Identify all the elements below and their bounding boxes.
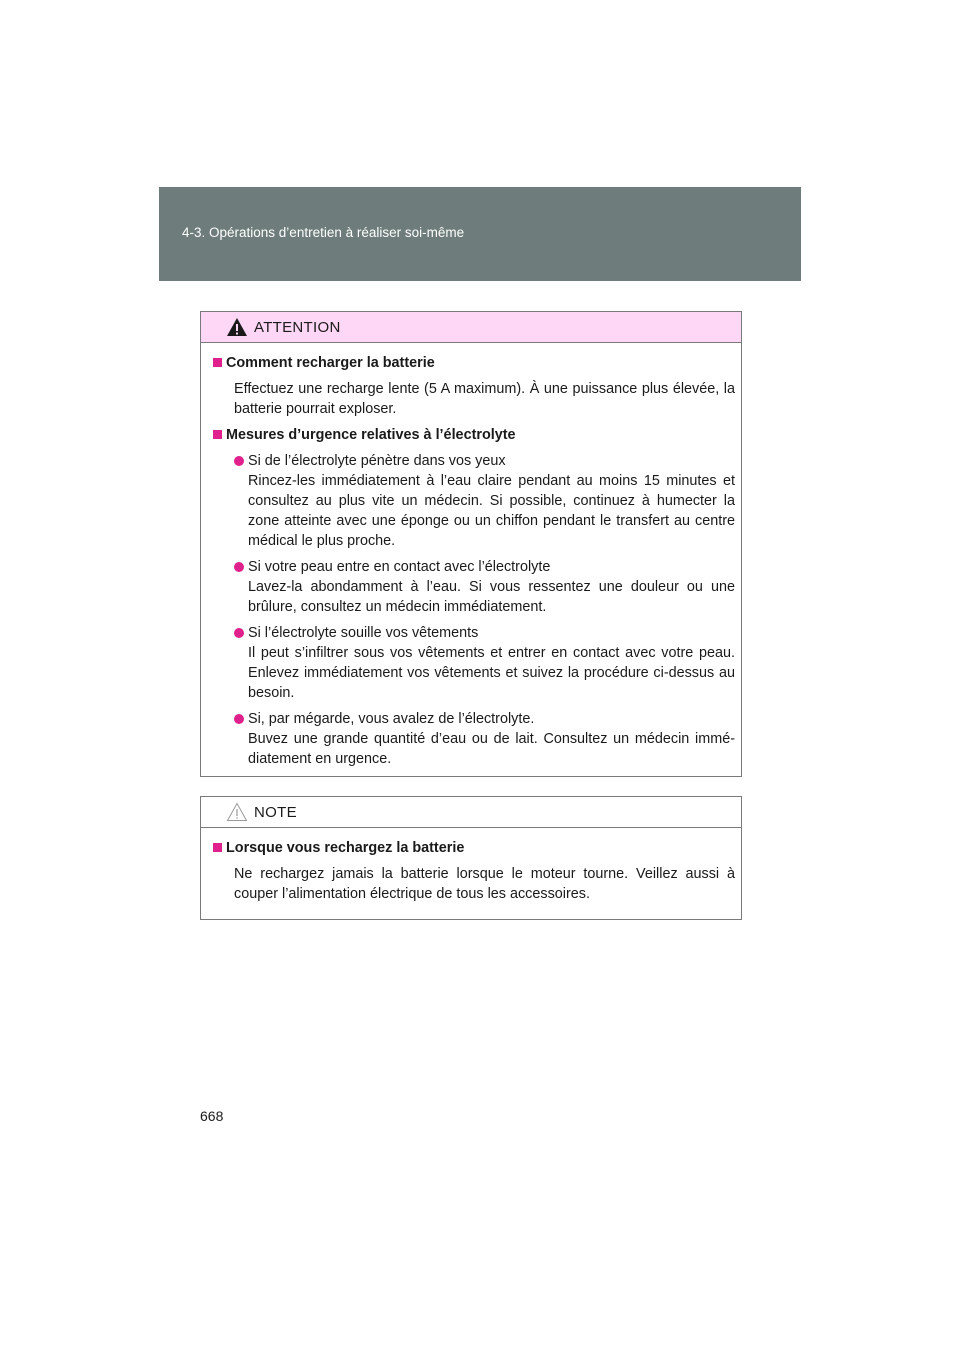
list-item-title: Si votre peau entre en contact avec l’électrolyte bbox=[248, 559, 551, 575]
warning-triangle-outline-icon bbox=[226, 802, 248, 822]
warning-triangle-icon bbox=[226, 317, 248, 337]
list-item-title: Si, par mégarde, vous avalez de l’électrolyte. bbox=[248, 711, 535, 727]
list-item-text: Lavez-la abondamment à l’eau. Si vous ressentez une douleur ou une brûlure, consultez un médecin immédiatement. bbox=[248, 579, 735, 615]
list-item bbox=[213, 451, 735, 551]
round-bullet-icon bbox=[234, 628, 244, 638]
note-header bbox=[201, 797, 741, 828]
note-box bbox=[200, 796, 742, 920]
note-section-text: Ne rechargez jamais la batterie lorsque le moteur tourne. Veillez aussi à couper l’alimentation électrique de tous les accessoires. bbox=[234, 866, 735, 902]
round-bullet-icon bbox=[234, 456, 244, 466]
caution-body bbox=[201, 343, 741, 769]
list-item-title: Si l’électrolyte souille vos vêtements bbox=[248, 625, 479, 641]
list-item-text: Buvez une grande quantité d’eau ou de lait. Consultez un médecin immé-diatement en urgence. bbox=[248, 731, 735, 767]
round-bullet-icon bbox=[234, 714, 244, 724]
header-band bbox=[159, 187, 801, 281]
page-number: 668 bbox=[200, 1108, 224, 1124]
list-item-text: Rincez-les immédiatement à l’eau claire pendant au moins 15 minutes et consultez au plus vite un médecin. Si possible, continuez à humecter la zone atteinte avec une éponge ou un chiffon pendant le transfert au centre médical le plus proche. bbox=[248, 473, 735, 549]
note-title: NOTE bbox=[254, 803, 297, 821]
caution-section-heading: Mesures d’urgence relatives à l’électrolyte bbox=[213, 425, 735, 445]
list-item bbox=[213, 623, 735, 703]
caution-box bbox=[200, 311, 742, 777]
round-bullet-icon bbox=[234, 562, 244, 572]
caution-title: ATTENTION bbox=[254, 318, 341, 336]
square-bullet-icon bbox=[213, 358, 222, 367]
list-item-title: Si de l’électrolyte pénètre dans vos yeux bbox=[248, 453, 506, 469]
list-item-text: Il peut s’infiltrer sous vos vêtements et entrer en contact avec votre peau. Enlevez immédiatement vos vêtements et suivez la procédure ci-dessus au besoin. bbox=[248, 645, 735, 701]
caution-header bbox=[201, 312, 741, 343]
list-item bbox=[213, 709, 735, 769]
note-section-heading: Lorsque vous rechargez la batterie bbox=[213, 838, 735, 858]
list-item bbox=[213, 557, 735, 617]
square-bullet-icon bbox=[213, 430, 222, 439]
note-body bbox=[201, 828, 741, 904]
square-bullet-icon bbox=[213, 843, 222, 852]
caution-section-text: Effectuez une recharge lente (5 A maximum). À une puissance plus élevée, la batterie pourrait exploser. bbox=[234, 381, 735, 417]
section-title: 4-3. Opérations d’entretien à réaliser soi-même bbox=[182, 225, 465, 240]
caution-section-heading: Comment recharger la batterie bbox=[213, 353, 735, 373]
